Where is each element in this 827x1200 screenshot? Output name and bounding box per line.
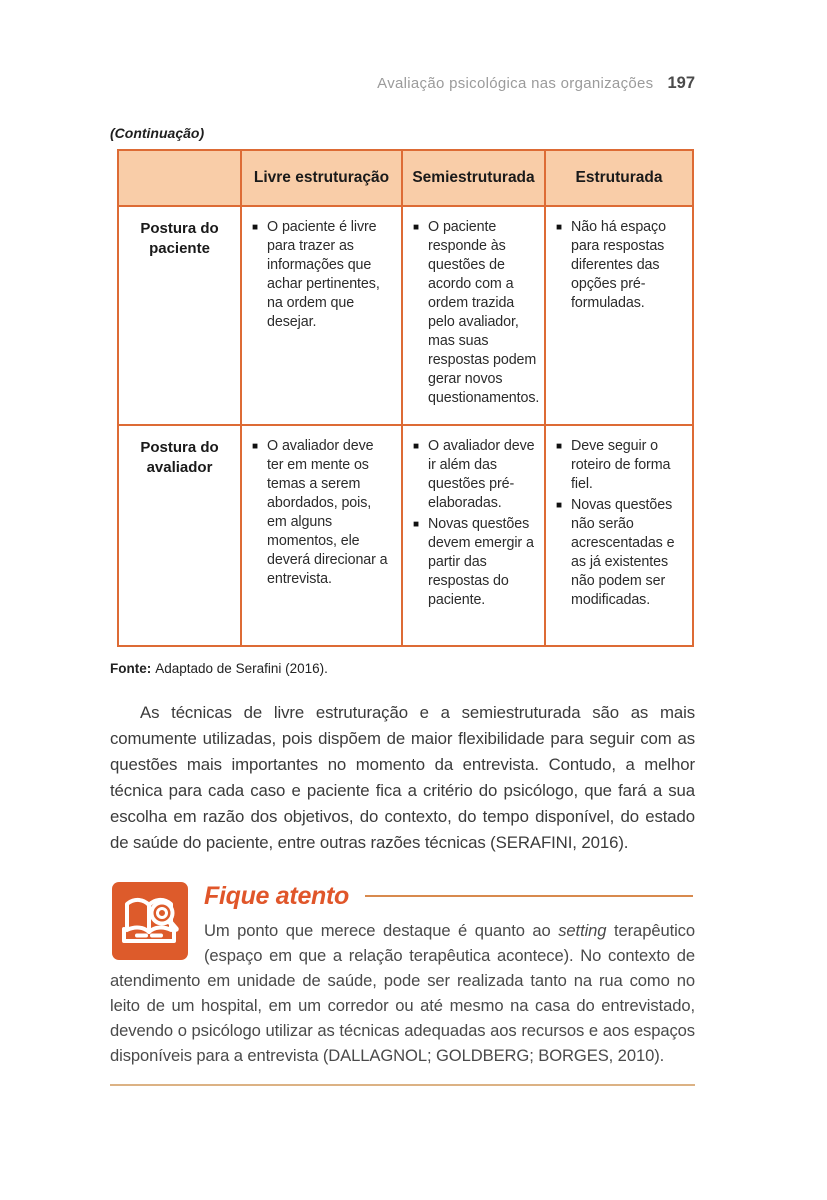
page-number: 197: [667, 74, 695, 92]
callout-text-part1: Um ponto que merece destaque é quanto ao: [204, 921, 559, 940]
row-label: Postura do avaliador: [118, 425, 241, 646]
table-header-livre-estruturacao: Livre estruturação: [241, 150, 402, 206]
callout-fique-atento: [110, 880, 695, 1086]
table-cell: [402, 206, 545, 425]
row-label: Postura do paciente: [118, 206, 241, 425]
table-cell: [241, 425, 402, 646]
bullet-item: [556, 218, 684, 313]
bullet-square-icon: ■: [252, 222, 259, 233]
bullet-item: [413, 218, 540, 408]
bullet-square-icon: ■: [556, 222, 563, 233]
bullet-text: O avaliador deve ir além das questões pré-elaboradas.: [428, 438, 535, 511]
bullet-text: Novas questões não serão acrescentadas e as já existentes não podem ser modificadas.: [571, 497, 675, 608]
table-cell: [241, 206, 402, 425]
bullet-text: O paciente responde às questões de acordo com a ordem trazida pelo avaliador, mas suas respostas podem gerar novos questionamentos.: [428, 219, 540, 406]
bullet-item: [556, 437, 684, 494]
bullet-item: [556, 496, 684, 610]
source-text: Adaptado de Serafini (2016).: [155, 661, 328, 676]
bullet-square-icon: ■: [413, 222, 420, 233]
bullet-square-icon: ■: [413, 519, 420, 530]
callout-text-italic: setting: [558, 921, 607, 940]
page-content: [110, 0, 695, 1086]
bullet-square-icon: ■: [252, 441, 259, 452]
source-label: Fonte:: [110, 661, 152, 676]
bullet-item: [413, 437, 536, 513]
bullet-item: [413, 515, 536, 610]
callout-title-row: [204, 880, 695, 912]
book-magnifier-icon: [112, 882, 188, 960]
running-title: Avaliação psicológica nas organizações: [377, 75, 654, 92]
continuation-label: (Continuação): [110, 125, 205, 141]
table-cell: [402, 425, 545, 646]
table-header-empty-cell: [118, 150, 241, 206]
callout-title-rule: [365, 895, 693, 897]
bullet-text: Novas questões devem emergir a partir das respostas do paciente.: [428, 516, 534, 608]
table-header-estruturada: Estruturada: [545, 150, 693, 206]
body-paragraph: As técnicas de livre estruturação e a semiestruturada são as mais comumente utilizadas, pois dispõem de maior flexibilidade para seguir com as questões mais importantes no momento da entrevista. Contudo, a melhor técnica para cada caso e paciente fica a critério do psicólogo, que fará a sua escolha em razão dos objetivos, do contexto, do tempo disponível, do estado de saúde do paciente, entre outras razões técnicas (SERAFINI, 2016).: [110, 703, 695, 852]
bullet-item: [252, 218, 393, 332]
table-cell: [545, 425, 693, 646]
interview-techniques-table: [117, 149, 694, 647]
bullet-square-icon: ■: [413, 441, 420, 452]
bullet-text: O avaliador deve ter em mente os temas a serem abordados, pois, em alguns momentos, ele deverá direcionar a entrevista.: [267, 438, 388, 587]
bullet-square-icon: ■: [556, 441, 563, 452]
table-header-row: [118, 150, 693, 206]
section-divider-rule: [110, 1084, 695, 1086]
callout-text-part2: terapêutico (espaço em que a relação terapêutica acontece). No contexto de atendimento em unidade de saúde, pode ser realizada tanto na rua como no leito de um hospital, em um corredor ou até mesmo na casa do entrevistado, devendo o psicólogo utilizar as técnicas adequadas aos recursos e aos espaços disponíveis para a entrevista (DALLAGNOL; GOLDBERG; BORGES, 2010).: [110, 921, 695, 1065]
running-head: [110, 0, 695, 93]
callout-title: Fique atento: [204, 881, 350, 910]
callout-text: [110, 918, 695, 1068]
bullet-text: Deve seguir o roteiro de forma fiel.: [571, 438, 671, 492]
table-cell: [545, 206, 693, 425]
table-source: [110, 661, 695, 676]
table-row-postura-avaliador: [118, 425, 693, 646]
table-row-postura-paciente: [118, 206, 693, 425]
bullet-item: [252, 437, 393, 589]
bullet-text: O paciente é livre para trazer as informações que achar pertinentes, na ordem que desejar.: [267, 219, 380, 330]
table-header-semiestruturada: Semiestruturada: [402, 150, 545, 206]
bullet-square-icon: ■: [556, 500, 563, 511]
bullet-text: Não há espaço para respostas diferentes das opções pré-formuladas.: [571, 219, 666, 311]
